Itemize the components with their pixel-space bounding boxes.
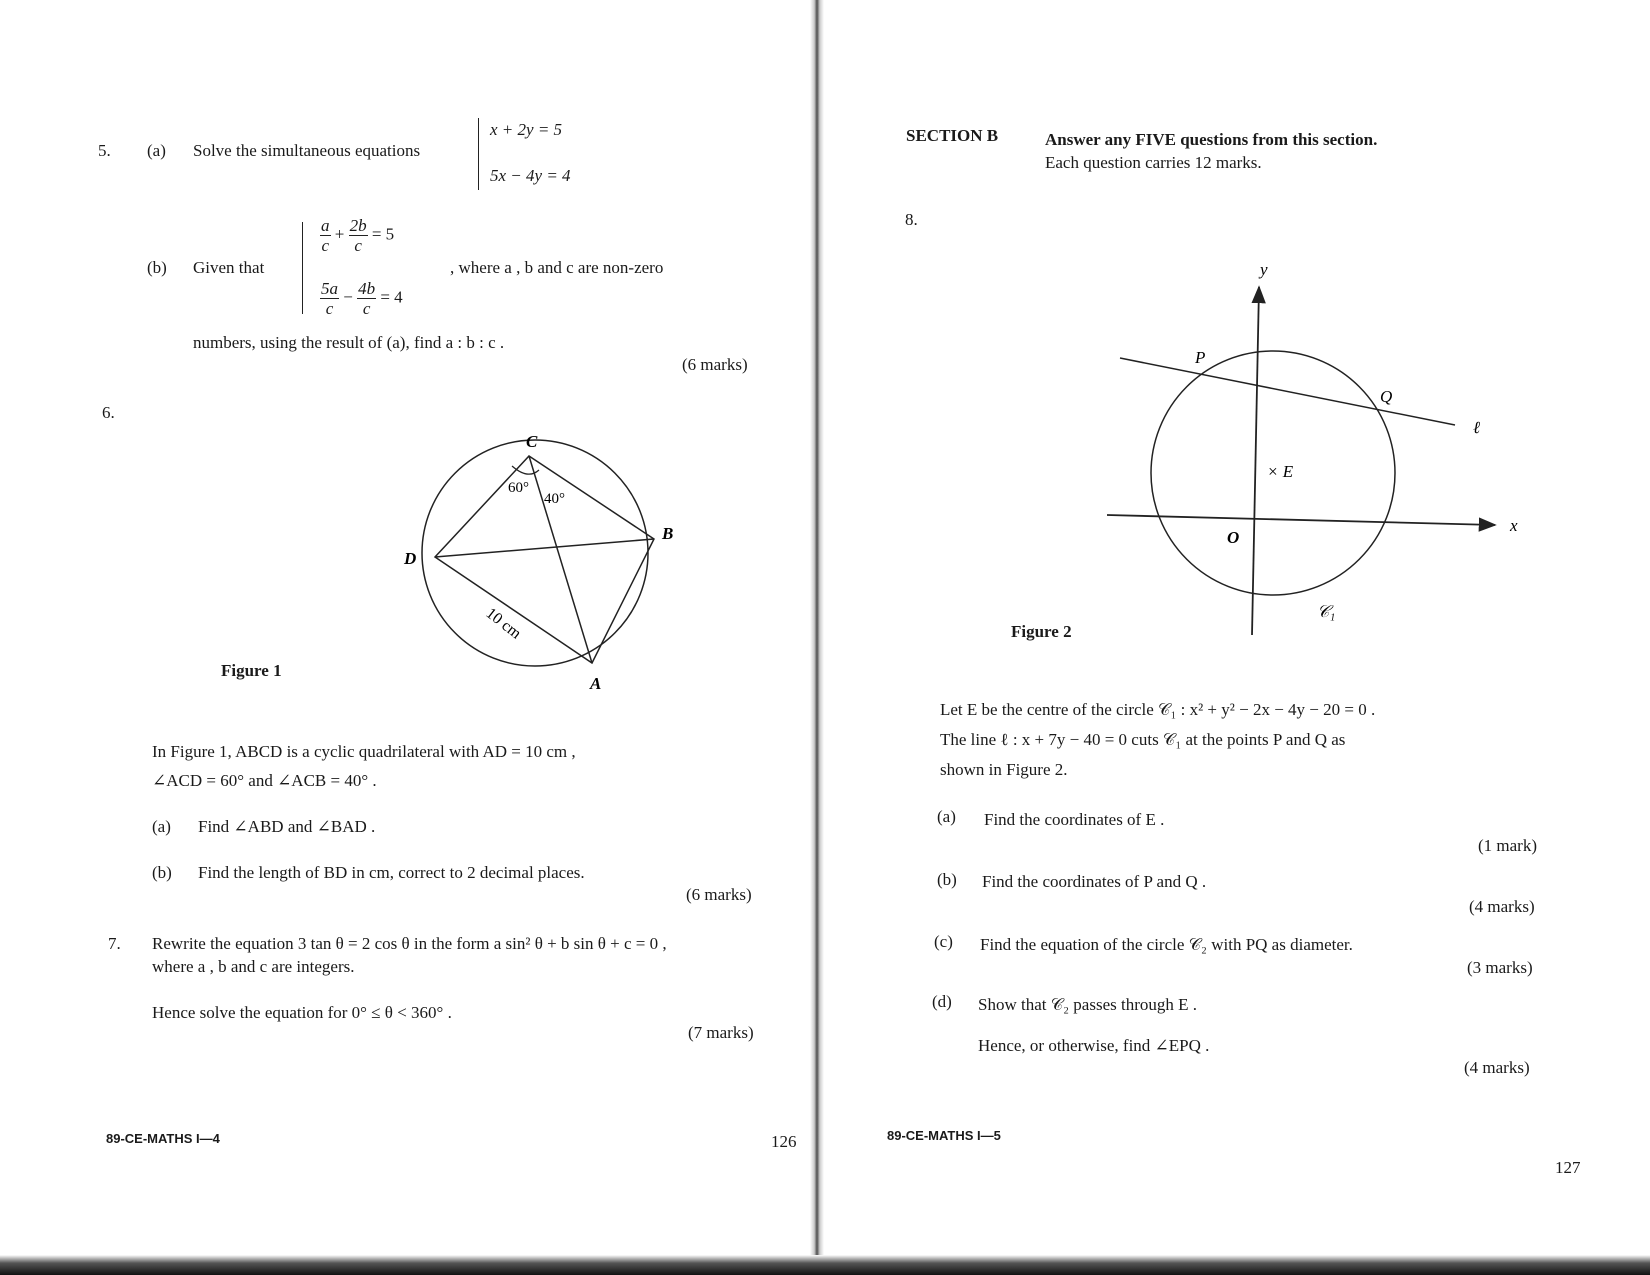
point-p-label: P [1195,348,1206,367]
q5b-label: (b) [147,258,167,277]
q8d-text: Show that 𝒞₂ passes through E . [978,995,1197,1014]
q6-marks: (6 marks) [686,885,752,904]
q8b-label: (b) [937,870,957,889]
figure-2-circle-and-line [1095,255,1535,645]
figure-2-caption: Figure 2 [1011,622,1072,641]
q6b-text: Find the length of BD in cm, correct to 2 decimal places. [198,863,585,882]
section-instruction-2: Each question carries 12 marks. [1045,153,1262,172]
q8d-text2: Hence, or otherwise, find ∠EPQ . [978,1036,1210,1055]
q7-line1: Rewrite the equation 3 tan θ = 2 cos θ in the form a sin² θ + b sin θ + c = 0 , [152,934,667,953]
q6-number: 6. [102,403,115,422]
q5-number: 5. [98,141,111,160]
section-b-label: SECTION B [906,126,999,145]
quadrilateral-abcd [435,456,654,663]
vertex-c-label: C [526,432,538,451]
q8-number: 8. [905,210,918,229]
right-footer-code: 89-CE-MATHS I—5 [887,1128,1001,1143]
q5a-brace [478,118,479,190]
diagonal-ca [529,456,592,663]
line-l [1120,358,1455,425]
q8a-label: (a) [937,807,956,826]
q8d-marks: (4 marks) [1464,1058,1530,1077]
section-instruction-1: Answer any FIVE questions from this section. [1045,130,1378,149]
q8b-marks: (4 marks) [1469,897,1535,916]
q5-marks: (6 marks) [682,355,748,374]
q6-line1: In Figure 1, ABCD is a cyclic quadrilateral with AD = 10 cm , [152,742,576,761]
diagonal-db [435,539,654,557]
left-page-number: 126 [771,1132,797,1151]
q6a-text: Find ∠ABD and ∠BAD . [198,817,376,836]
y-axis [1252,287,1259,635]
vertex-b-label: B [662,524,674,543]
q8-intro-line2: The line ℓ : x + 7y − 40 = 0 cuts 𝒞₁ at the points P and Q as [940,730,1346,749]
x-axis-label: x [1510,516,1518,535]
q8a-text: Find the coordinates of E . [984,810,1165,829]
q5b-where: , where a , b and c are non-zero [450,258,664,277]
centre-e-label: × E [1267,462,1294,481]
right-page-number: 127 [1555,1158,1581,1177]
q6-line2: ∠ACD = 60° and ∠ACB = 40° . [152,771,377,790]
q5b-eq2: $\frac{5a}{c}$ − $\frac{4b}{c}$ = 4 [321,279,403,318]
q8d-label: (d) [932,992,952,1011]
q5b-eq1: $\frac{a}{c}$ + $\frac{2b}{c}$ = 5 [321,216,395,255]
point-q-label: Q [1380,387,1393,406]
q7-line3: Hence solve the equation for 0° ≤ θ < 360° . [152,1003,452,1022]
q5b-brace [302,222,303,314]
q7-marks: (7 marks) [688,1023,754,1042]
q5a-eq1: x + 2y = 5 [490,120,563,139]
vertex-a-label: A [590,674,602,693]
q8-intro-line1: Let E be the centre of the circle 𝒞₁ : x² + y² − 2x − 4y − 20 = 0 . [940,700,1376,719]
q7-number: 7. [108,934,121,953]
q5a-text: Solve the simultaneous equations [193,141,421,160]
q8c-marks: (3 marks) [1467,958,1533,977]
q7-line2: where a , b and c are integers. [152,957,355,976]
q8c-text: Find the equation of the circle 𝒞₂ with PQ as diameter. [980,935,1353,954]
vertex-d-label: D [404,549,417,568]
figure-1-caption: Figure 1 [221,661,282,680]
side-ad-label: 10 cm [482,604,525,643]
q5a-label: (a) [147,141,166,160]
angle-60-label: 60° [508,480,529,496]
origin-label: O [1227,528,1240,547]
q5b-text: Given that [193,258,265,277]
left-footer-code: 89-CE-MATHS I—4 [106,1131,220,1146]
q8c-label: (c) [934,932,953,951]
q5a-eq2: 5x − 4y = 4 [490,166,571,185]
q6b-label: (b) [152,863,172,882]
line-l-label: ℓ [1473,418,1481,437]
y-axis-label: y [1260,260,1268,279]
q5b-continuation: numbers, using the result of (a), find a : b : c . [193,333,505,352]
page-bottom-edge [0,1255,1650,1275]
q6a-label: (a) [152,817,171,836]
q8-intro-line3: shown in Figure 2. [940,760,1068,779]
q8b-text: Find the coordinates of P and Q . [982,872,1207,891]
circle-c1-label: 𝒞₁ [1317,602,1336,621]
book-spine [810,0,824,1275]
angle-40-label: 40° [544,491,565,507]
figure-1-cyclic-quadrilateral [390,425,680,695]
x-axis [1107,515,1495,525]
q8a-marks: (1 mark) [1478,836,1538,855]
